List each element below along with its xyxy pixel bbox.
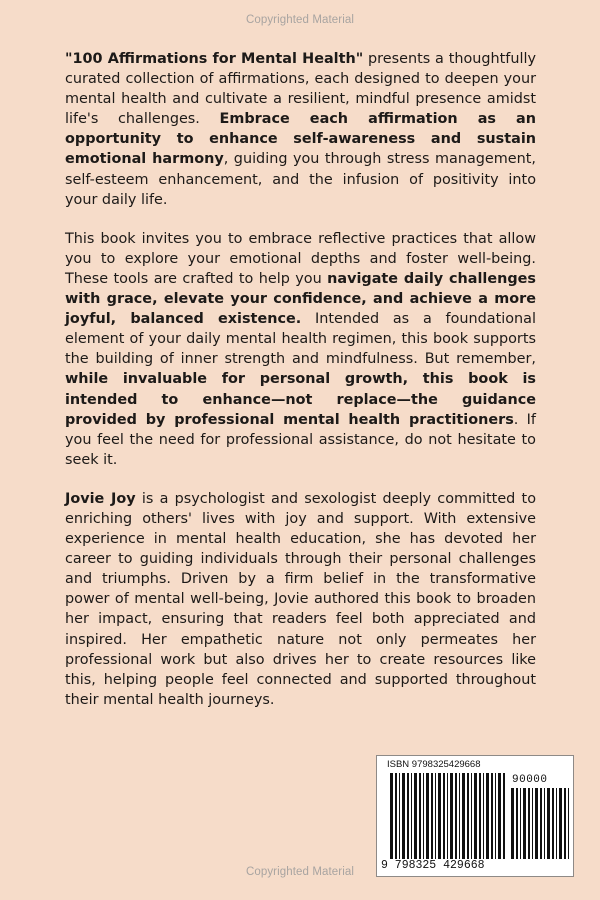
price-code: 90000: [512, 774, 548, 786]
back-cover-text: [65, 49, 536, 729]
barcode-bar: [402, 773, 405, 859]
barcode-bar: [528, 788, 530, 859]
barcode-bar: [467, 773, 469, 859]
barcode-bar: [498, 773, 501, 859]
barcode-bar: [423, 773, 424, 859]
barcode-bar: [435, 773, 436, 859]
barcode-bar: [443, 773, 445, 859]
barcode-bar: [495, 773, 496, 859]
barcode-bar: [438, 773, 441, 859]
ean-digits: 9 798325 429668: [381, 859, 485, 872]
barcode-bar: [535, 788, 538, 859]
barcode-bar: [455, 773, 457, 859]
barcode-bar: [540, 788, 542, 859]
barcode-bar: [483, 773, 484, 859]
barcode-bar: [479, 773, 481, 859]
barcode-bar: [491, 773, 493, 859]
barcode-bar: [431, 773, 433, 859]
text-segment: , guiding you through stress management, self-esteem enhancement, and the infusion of positivity into your daily life.: [65, 151, 536, 208]
isbn-barcode: [376, 755, 574, 877]
description-paragraph: [65, 49, 536, 210]
text-segment: This book invites you to embrace reflective practices that allow you to explore your emotional depths and foster well-being. These tools are crafted to help you: [65, 230, 536, 287]
barcode-bar: [390, 773, 393, 859]
barcode-bar: [459, 773, 460, 859]
barcode-bar: [559, 788, 562, 859]
copyright-watermark-bottom: Copyrighted Material: [245, 866, 355, 878]
barcode-bar: [414, 773, 417, 859]
barcode-bar: [532, 788, 533, 859]
barcode-bar: [511, 788, 514, 859]
barcode-bar: [462, 773, 465, 859]
barcode-bar: [474, 773, 477, 859]
barcode-bar: [407, 773, 409, 859]
purpose-paragraph: [65, 229, 536, 470]
text-segment: is a psychologist and sexologist deeply committed to enriching others' lives with joy and support. With extensive experience in mental health education, she has devoted her career to guiding individuals through their personal challenges and triumphs. Driven by a firm belief in the transformative power of mental well-being, Jovie authored this book to broaden her impact, ensuring that readers feel both appreciated and inspired. Her empathetic nature not only permeates her professional work but also drives her to create resources like this, helping people feel connected and supported throughout their mental health journeys.: [65, 490, 537, 708]
copyright-watermark-top: Copyrighted Material: [245, 14, 355, 26]
barcode-bar: [447, 773, 448, 859]
author-bio-paragraph: [65, 489, 536, 710]
barcode-bar: [547, 788, 550, 859]
barcode-bar: [471, 773, 472, 859]
bold-text-segment: navigate daily challenges with grace, elevate your confidence, and achieve a more joyful, balanced existence.: [65, 270, 536, 328]
text-segment: presents a thoughtfully curated collection of affirmations, each designed to deepen your mental health and cultivate a resilient, mindful presence amidst life's challenges.: [65, 51, 536, 128]
barcode-bar: [503, 773, 505, 859]
barcode-bar: [399, 773, 400, 859]
barcode-bar: [426, 773, 429, 859]
barcode-bar: [556, 788, 557, 859]
bold-text-segment: Jovie Joy: [65, 490, 136, 507]
barcode-bar: [544, 788, 545, 859]
barcode-bar: [552, 788, 554, 859]
bold-text-segment: "100 Affirmations for Mental Health": [65, 51, 364, 67]
barcode-bar: [568, 788, 569, 859]
barcode-bar: [395, 773, 397, 859]
barcode-bar: [411, 773, 412, 859]
text-segment: Intended as a foundational element of your daily mental health regimen, this book supports the building of inner strength and mindfulness. But remember,: [65, 311, 536, 368]
barcode-bar: [419, 773, 421, 859]
bold-text-segment: while invaluable for personal growth, this book is intended to enhance—not replace—the guidance provided by professional mental health practitioners: [65, 371, 536, 428]
barcode-bar: [523, 788, 526, 859]
barcode-bar: [450, 773, 453, 859]
barcode-bar: [564, 788, 566, 859]
isbn-label: ISBN 9798325429668: [387, 759, 481, 770]
text-segment: . If you feel the need for professional assistance, do not hesitate to seek it.: [65, 411, 536, 468]
bold-text-segment: Embrace each affirmation as an opportunity to enhance self-awareness and sustain emotional harmony: [65, 111, 536, 168]
barcode-bar: [520, 788, 521, 859]
barcode-bar: [516, 788, 518, 859]
barcode-bar: [486, 773, 489, 859]
